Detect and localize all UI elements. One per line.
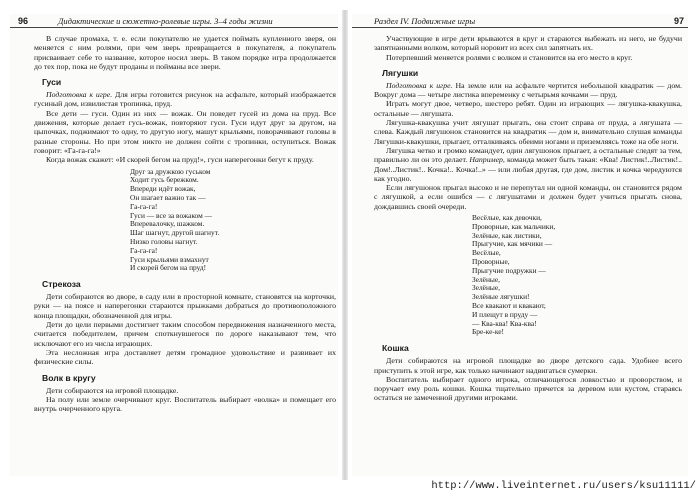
poem-line: Зелёные, как листики, [472, 230, 542, 240]
heading-wolf-in-circle: Волк в кругу [42, 372, 96, 383]
poem-line: Зелёные, [472, 283, 500, 293]
book-spine [342, 10, 348, 480]
geese-prep-paragraph [34, 90, 336, 109]
dragonfly-paragraph-1: Дети собираются во дворе, в саду или в просторной комнате, становятся на корточки, руки — на поясе и наперегонки стараются прыжками добраться до противоположного конца площадки, обозначенной для игры. [34, 292, 336, 320]
poem-line: Проворные, как мальчики, [472, 221, 556, 231]
poem-line: Гуси — все за вожаком — [130, 210, 213, 220]
poem-line: Прыгучие, как мячики — [472, 239, 553, 249]
poem-line: Га-га-га! [130, 201, 158, 211]
right-running-header [352, 14, 688, 28]
poem-line: Вперевалочку, шажком. [130, 219, 205, 229]
cat-paragraph-2: Воспитатель выбирает одного игрока, отличающегося ловкостью и проворством, и поручает ему роль кошки. Кошка тщательно прячется за деревом или кустом, стараясь остаться не замеченной другими игроками. [374, 374, 682, 403]
poem-line: Низко головы нагнут. [130, 236, 198, 246]
left-running-title: Дидактические и сюжетно-ролевые игры. 3–4 годы жизни [58, 16, 273, 26]
frogs-prep-label: Подготовка к игре. [386, 80, 453, 90]
heading-geese: Гуси [42, 77, 62, 88]
poem-line: Все квакают и квакают, [472, 301, 546, 311]
wolf-cont-paragraph-2: Потерпевший меняется ролями с волком и становится на его место в круг. [386, 52, 633, 62]
dragonfly-paragraph-2: Дети до цели первыми достигнет таким способом передвижения назначенного места, считается победителем, причем споткнувшегося по дороге наказывают тем, что исключают его из числа играющих. [34, 320, 336, 348]
frogs-prep-text: На земле или на асфальте чертится небольшой квадратик — дом. Вокруг дома — четыре листика впеременку с четырьмя кочками — пруд. [374, 80, 683, 100]
wolf-cont-paragraph-1: Участвующие в игре дети врываются в круг и стараются выбежать из него, не будучи запятнанными волком, который норовит из всех сил запятнать их. [374, 34, 682, 53]
poem-line: И плещут в пруду — [472, 309, 538, 319]
poem-line: Га-га-га! [130, 245, 158, 255]
frogs-poem [472, 214, 682, 337]
right-page-number: 97 [673, 16, 684, 26]
frogs-paragraph-5: Если лягушонок прыгал высоко и не перепутал ни одной команды, он становится рядом с лягушкой, а если ошибся — с лягушатами и должен будет учиться прыгать снова, дождавшись своей очереди. [374, 183, 682, 211]
wolf-paragraph-2: На полу или земле очерчивают круг. Воспитатель выбирает «волка» и помещает его внутрь очерченного круга. [34, 394, 336, 414]
poem-line: И скорей бегом на пруд! [130, 263, 207, 273]
source-url-watermark: http://www.liveinternet.ru/users/ksu11111/ [431, 480, 696, 492]
frogs-paragraph-2: Играть могут двое, четверо, шестеро ребят. Один из играющих — лягушка-квакушка, остальные — лягушата. [374, 99, 682, 118]
poem-line: Он шагает важно так — [130, 192, 206, 202]
geese-paragraph-3: Когда вожак скажет: «И скорей бегом на пруд!», гуси наперегонки бегут к пруду. [46, 155, 314, 165]
frogs-p4-start: Лягушка четко и громко командует, один лягушонок прыгает, а остальные следят за тем, правильно ли он это делает. [374, 145, 682, 165]
poem-line: Бре-ке-ке! [472, 327, 504, 337]
dragonfly-paragraph-3: Эта несложная игра доставляет детям громадное удовольствие и развивает их физические силы. [34, 347, 336, 367]
right-page [352, 14, 688, 476]
heading-cat: Кошка [382, 343, 409, 354]
right-running-title: Раздел IV. Подвижные игры [374, 16, 476, 26]
left-page-number: 96 [18, 16, 29, 26]
poem-line: Ходит гусь бережком. [130, 175, 199, 185]
heading-frogs: Лягушки [382, 67, 419, 78]
frogs-prep-paragraph [374, 81, 682, 100]
poem-line: Весёлые, как девочки, [472, 213, 542, 223]
poem-line: Весёлые, [472, 248, 501, 258]
geese-prep-label: Подготовка к игре. [46, 90, 113, 100]
wolf-paragraph-1: Дети собираются на игровой площадке. [46, 385, 179, 395]
left-page-content [34, 34, 336, 476]
frogs-p4-end: команда может быть такая: «Ква! Листик!..Листик!.. Дом!..Листик!.. Кочка!.. Кочка!..» — или любая другая, где дом, листик и кочка чередуются как угодно. [374, 155, 683, 183]
poem-line: Шаг шагнут, другой шагнут. [130, 228, 220, 238]
frogs-paragraph-4 [374, 146, 682, 183]
geese-paragraph-2: Все дети — гуси. Один из них — вожак. Он поведет гусей из дома на пруд. Все движения, которые делает гусь-вожак, повторяют гуси. Гуси идут друг за другом, на цыпочках, поджимают то одну, то другую ногу, машут крыльями, поворачивают головы в разные стороны. Но при этом никто не должен сойти с тропинки, оступиться. Вожак говорит: «Га-га-га!» [34, 108, 336, 155]
geese-poem [130, 168, 336, 274]
poem-line: Зелёные лягушки! [472, 292, 530, 302]
cat-paragraph-1: Дети собираются на игровой площадке во дворе детского сада. Удобнее всего приступить к этой игре, как только начинают надвигаться сумерки. [374, 356, 682, 375]
poem-line: Прыгучие подружки — [472, 265, 546, 275]
left-page [10, 14, 338, 476]
intro-paragraph: В случае промаха, т. е. если покупателю не удается поймать купленного зверя, он меняется с ним ролями, при чем зверь превращается в покупателя, а покупатель присваивает себе то название, которое носил зверь. В таком порядке игра продолжается до тех пор, пока не будут проданы и пойманы все звери. [34, 34, 336, 71]
frogs-p4-example-label: Например, [469, 155, 505, 165]
geese-prep-text: Для игры готовится рисунок на асфальте, который изображается гусиный дом, извилистая тропинка, пруд. [34, 90, 336, 109]
poem-line: Зелёные, [472, 274, 500, 284]
heading-dragonfly: Стрекоза [42, 279, 81, 290]
poem-line: Друг за дружкою гуськом [130, 166, 211, 176]
poem-line: Проворные, [472, 257, 510, 267]
poem-line: Впереди идёт вожак, [130, 184, 196, 194]
poem-line: — Ква-ква! Ква-ква! [472, 318, 537, 328]
frogs-paragraph-3: Лягушка-квакушка учит лягушат прыгать, она стоит справа от пруда, а лягушата — слева. Каждый лягушонок становится на квадратик — дом и, внимательно слушая команды Лягушки-квакушки, прыгает, отталкиваясь обеими ногами и приземляясь тоже на обе ноги. [374, 118, 682, 146]
left-running-header [10, 14, 338, 28]
right-page-content [374, 34, 682, 476]
poem-line: Гуси крыльями взмахнут [130, 254, 209, 264]
